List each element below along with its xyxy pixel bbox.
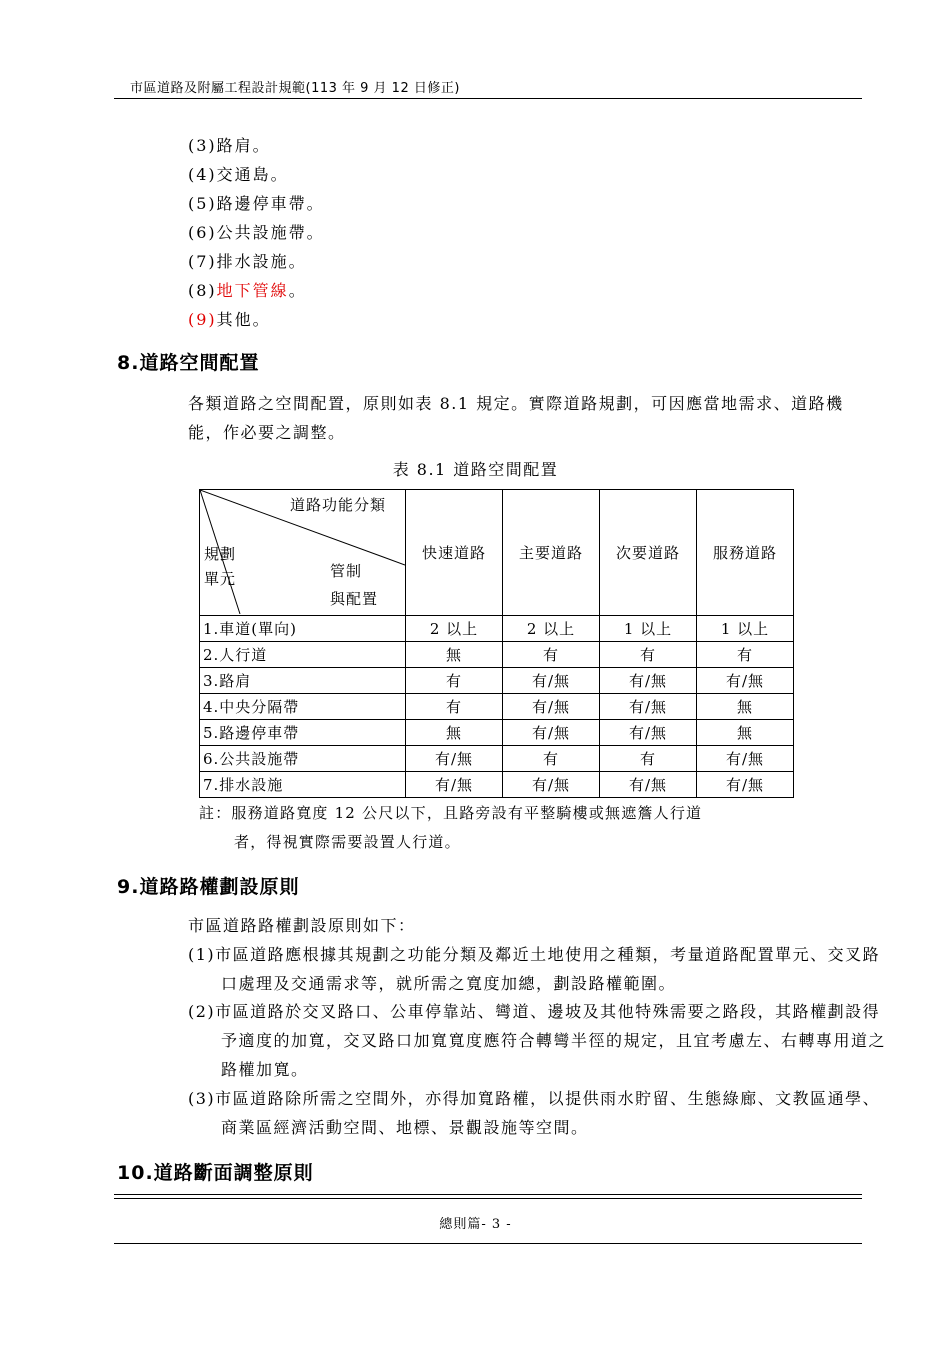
list-item: (9)其他。 xyxy=(188,310,271,329)
table-cell: 有/無 xyxy=(406,746,503,772)
table-cell: 有/無 xyxy=(503,720,600,746)
row-label: 5.路邊停車帶 xyxy=(200,720,406,746)
section-heading: 10.道路斷面調整原則 xyxy=(117,1162,314,1184)
table-cell: 有 xyxy=(406,668,503,694)
table-cell: 有 xyxy=(600,746,697,772)
list-item: (4)交通島。 xyxy=(188,165,289,184)
list-item: (6)公共設施帶。 xyxy=(188,223,325,242)
table-row xyxy=(200,642,794,668)
table-cell: 有 xyxy=(503,642,600,668)
table-cell: 無 xyxy=(406,720,503,746)
table-cell: 有/無 xyxy=(406,772,503,798)
table-cell: 1 以上 xyxy=(697,616,794,642)
list-item: (3)路肩。 xyxy=(188,136,271,155)
page-number: 總則篇- 3 - xyxy=(439,1217,512,1232)
table-note: 註：服務道路寬度 12 公尺以下，且路旁設有平整騎樓或無遮簷人行道 xyxy=(199,804,703,822)
table-row xyxy=(200,694,794,720)
section-heading: 9.道路路權劃設原則 xyxy=(117,876,300,898)
table-cell: 1 以上 xyxy=(600,616,697,642)
corner-left-label: 規劃 單元 xyxy=(204,545,237,588)
row-label: 1.車道(單向) xyxy=(200,616,406,642)
table-cell: 有 xyxy=(697,642,794,668)
table-cell: 2 以上 xyxy=(503,616,600,642)
list-item: (5)路邊停車帶。 xyxy=(188,194,325,213)
table-cell: 有/無 xyxy=(503,694,600,720)
revised-number: (9) xyxy=(188,310,217,329)
table-cell: 無 xyxy=(697,720,794,746)
road-space-table xyxy=(199,489,794,798)
table-cell: 有 xyxy=(600,642,697,668)
corner-top-label: 道路功能分類 xyxy=(290,496,387,514)
table-caption: 表 8.1 道路空間配置 xyxy=(392,460,559,479)
rule-item: (3)市區道路除所需之空間外，亦得加寬路權，以提供雨水貯留、生態綠廊、文教區通學、商業區經濟活動空間、地標、景觀設施等空間。 xyxy=(188,1089,881,1137)
table-row xyxy=(200,746,794,772)
row-label: 7.排水設施 xyxy=(200,772,406,798)
table-cell: 有/無 xyxy=(600,720,697,746)
table-cell: 有/無 xyxy=(600,772,697,798)
section-paragraph: 各類道路之空間配置，原則如表 8.1 規定。實際道路規劃，可因應當地需求、道路機能，作必要之調整。 xyxy=(188,394,844,442)
row-label: 3.路肩 xyxy=(200,668,406,694)
rule-item: (1)市區道路應根據其規劃之功能分類及鄰近土地使用之種類，考量道路配置單元、交叉路口處理及交通需求等，就所需之寬度加總，劃設路權範圍。 xyxy=(188,945,881,993)
row-label: 4.中央分隔帶 xyxy=(200,694,406,720)
table-row xyxy=(200,772,794,798)
table-cell: 無 xyxy=(406,642,503,668)
corner-right-label-1: 管制 xyxy=(330,562,363,580)
table-cell: 無 xyxy=(697,694,794,720)
footer-rule-bottom xyxy=(114,1243,862,1244)
table-row xyxy=(200,616,794,642)
footer-rule-top xyxy=(114,1194,862,1195)
column-header: 次要道路 xyxy=(600,490,697,616)
section-intro: 市區道路路權劃設原則如下： xyxy=(188,916,416,935)
header-rule xyxy=(114,98,862,99)
table-cell: 有 xyxy=(503,746,600,772)
running-header: 市區道路及附屬工程設計規範(113 年 9 月 12 日修正) xyxy=(130,81,460,96)
table-cell: 有/無 xyxy=(697,746,794,772)
table-cell: 有/無 xyxy=(697,668,794,694)
row-label: 2.人行道 xyxy=(200,642,406,668)
table-row xyxy=(200,720,794,746)
table-corner-cell xyxy=(200,490,406,616)
revised-text: 地下管線 xyxy=(216,281,289,300)
rule-item: (2)市區道路於交叉路口、公車停靠站、彎道、邊坡及其他特殊需要之路段，其路權劃設得予適度的加寬，交叉路口加寬寬度應符合轉彎半徑的規定，且宜考慮左、右轉專用道之路權加寬。 xyxy=(188,1002,887,1079)
column-header: 主要道路 xyxy=(503,490,600,616)
table-cell: 有/無 xyxy=(503,668,600,694)
section-heading: 8.道路空間配置 xyxy=(117,352,260,374)
table-note-continued: 者，得視實際需要設置人行道。 xyxy=(234,833,461,851)
list-item: (7)排水設施。 xyxy=(188,252,307,271)
list-item: (8)地下管線。 xyxy=(188,281,307,300)
table-cell: 2 以上 xyxy=(406,616,503,642)
column-header: 服務道路 xyxy=(697,490,794,616)
table-cell: 有 xyxy=(406,694,503,720)
table-cell: 有/無 xyxy=(697,772,794,798)
column-header: 快速道路 xyxy=(406,490,503,616)
table-row xyxy=(200,668,794,694)
table-cell: 有/無 xyxy=(503,772,600,798)
corner-right-label-2: 與配置 xyxy=(330,590,379,608)
row-label: 6.公共設施帶 xyxy=(200,746,406,772)
table-cell: 有/無 xyxy=(600,668,697,694)
footer-rule-top-2 xyxy=(114,1198,862,1199)
table-cell: 有/無 xyxy=(600,694,697,720)
